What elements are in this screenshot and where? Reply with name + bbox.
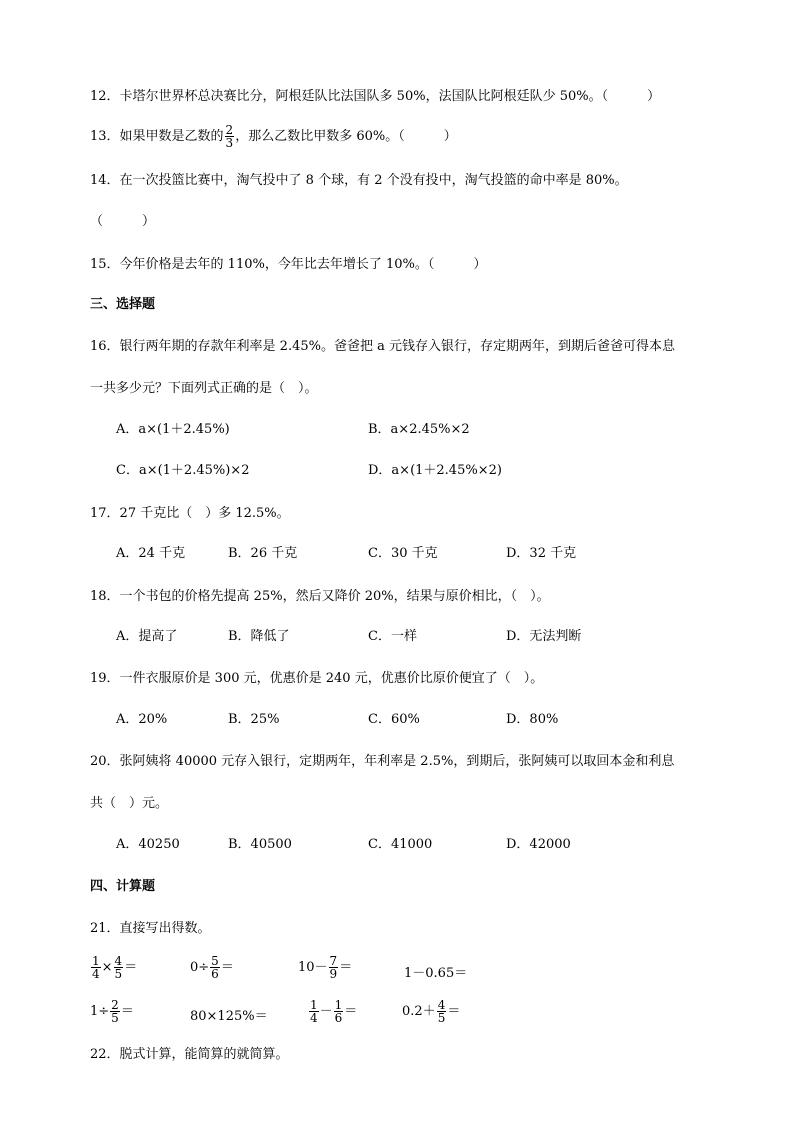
option-c: C．30 千克 <box>368 546 438 561</box>
equals-sign: ＝ <box>124 960 138 975</box>
equals-sign: ＝ <box>339 960 353 975</box>
question-20-line2: 共（ ）元。 <box>90 796 169 811</box>
option-a: A．40250 <box>116 837 180 852</box>
calc-item <box>308 999 357 1024</box>
equals-sign: ＝ <box>220 960 234 975</box>
calc-prefix: 1÷ <box>90 1004 110 1019</box>
question-20-line1: 20．张阿姨将 40000 元存入银行，定期两年，年利率是 2.5%，到期后，张阿姨可以取回本金和利息 <box>90 754 675 769</box>
question-18: 18．一个书包的价格先提高 25%，然后又降价 20%，结果与原价相比，（ ）。 <box>90 589 550 604</box>
fraction-numerator: 5 <box>211 954 219 968</box>
equals-sign: ＝ <box>344 1004 358 1019</box>
option-a: A．提高了 <box>116 629 178 644</box>
option-c: C．60% <box>368 712 420 727</box>
question-22: 22．脱式计算，能简算的就简算。 <box>90 1047 289 1062</box>
section-heading-calc: 四、计算题 <box>90 879 156 894</box>
option-b: B．26 千克 <box>228 546 298 561</box>
fraction-numerator: 4 <box>114 954 123 968</box>
option-d: D．42000 <box>506 837 571 852</box>
fraction-denominator: 5 <box>114 967 123 981</box>
calc-prefix: 10－ <box>298 960 328 975</box>
fraction-denominator: 5 <box>437 1011 446 1025</box>
equals-sign: ＝ <box>447 1004 461 1019</box>
option-d: D．a×(1＋2.45%×2) <box>368 463 502 478</box>
fraction-denominator: 4 <box>92 967 100 981</box>
question-15: 15．今年价格是去年的 110%，今年比去年增长了 10%。（ ） <box>90 257 487 272</box>
operator: － <box>319 1004 333 1019</box>
fraction-numerator: 7 <box>329 954 338 968</box>
fraction-numerator: 1 <box>310 998 318 1012</box>
option-b: B．40500 <box>228 837 292 852</box>
fraction-denominator: 5 <box>111 1011 119 1025</box>
option-a: A．20% <box>116 712 168 727</box>
calc-item: 1－0.65＝ <box>404 966 468 981</box>
calc-prefix: 0÷ <box>190 960 210 975</box>
q13-text-after: ，那么乙数比甲数多 60%。（ ） <box>235 129 457 144</box>
option-c: C．41000 <box>368 837 433 852</box>
section-heading-choice: 三、选择题 <box>90 297 156 312</box>
fraction-numerator: 1 <box>92 954 100 968</box>
calc-item: 80×125%＝ <box>190 1009 268 1024</box>
question-14: 14．在一次投篮比赛中，淘气投中了 8 个球，有 2 个没有投中，淘气投篮的命中率是 80%。 <box>90 173 628 188</box>
calc-item <box>90 999 134 1024</box>
option-a: A．24 千克 <box>116 546 186 561</box>
option-d: D．80% <box>506 712 559 727</box>
fraction-denominator: 6 <box>211 967 219 981</box>
option-b: B．a×2.45%×2 <box>368 422 470 437</box>
question-13 <box>90 124 457 149</box>
option-b: B．降低了 <box>228 629 290 644</box>
question-12: 12．卡塔尔世界杯总决赛比分，阿根廷队比法国队多 50%，法国队比阿根廷队少 50%。（ ） <box>90 89 661 104</box>
calc-item <box>90 955 137 980</box>
fraction-numerator: 1 <box>334 998 343 1012</box>
option-c: C．一样 <box>368 629 417 644</box>
question-19: 19．一件衣服原价是 300 元，优惠价是 240 元，优惠价比原价便宜了（ ）。 <box>90 671 544 686</box>
fraction-denominator: 3 <box>225 136 234 150</box>
fraction-denominator: 4 <box>310 1011 318 1025</box>
option-a: A．a×(1＋2.45%) <box>116 422 230 437</box>
calc-item <box>190 955 234 980</box>
option-b: B．25% <box>228 712 280 727</box>
fraction-numerator: 2 <box>225 123 234 137</box>
option-d: D．32 千克 <box>506 546 577 561</box>
question-16-line1: 16．银行两年期的存款年利率是 2.45%。爸爸把 a 元钱存入银行，存定期两年，到期后爸爸可得本息 <box>90 339 675 354</box>
q13-text-before: 13．如果甲数是乙数的 <box>90 129 224 144</box>
calc-item <box>402 999 460 1024</box>
question-17: 17．27 千克比（ ）多 12.5%。 <box>90 506 290 521</box>
question-16-line2: 一共多少元？下面列式正确的是（ ）。 <box>90 381 318 396</box>
operator: × <box>101 960 113 975</box>
option-d: D．无法判断 <box>506 629 582 644</box>
fraction-numerator: 2 <box>111 998 119 1012</box>
calc-prefix: 0.2＋ <box>402 1004 436 1019</box>
fraction-denominator: 6 <box>334 1011 343 1025</box>
calc-item <box>298 955 352 980</box>
fraction-denominator: 9 <box>329 967 338 981</box>
fraction <box>225 124 235 149</box>
question-21: 21．直接写出得数。 <box>90 921 211 936</box>
answer-paren: （ ） <box>90 214 156 229</box>
equals-sign: ＝ <box>120 1004 134 1019</box>
fraction-numerator: 4 <box>437 998 446 1012</box>
option-c: C．a×(1＋2.45%)×2 <box>116 463 250 478</box>
